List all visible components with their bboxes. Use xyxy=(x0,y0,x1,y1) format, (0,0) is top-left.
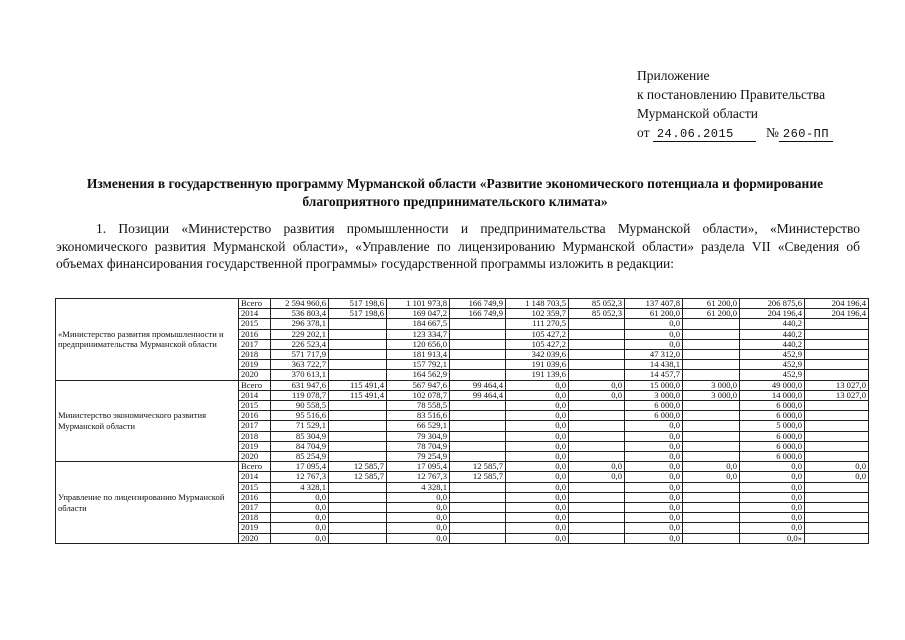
value-cell xyxy=(329,513,387,523)
value-cell: 0,0 xyxy=(506,523,569,533)
year-cell: 2015 xyxy=(239,401,271,411)
value-cell: 105 427,2 xyxy=(506,339,569,349)
value-cell xyxy=(329,339,387,349)
value-cell xyxy=(683,370,740,380)
value-cell xyxy=(569,350,625,360)
value-cell: 0,0 xyxy=(506,462,569,472)
value-cell: 0,0 xyxy=(625,523,683,533)
financing-table-body xyxy=(56,299,869,544)
organization-cell: «Министерство развития промышленности и предпринимательства Мурманской области xyxy=(56,299,239,381)
value-cell: 0,0 xyxy=(625,482,683,492)
value-cell: 99 464,4 xyxy=(450,390,506,400)
value-cell xyxy=(450,421,506,431)
value-cell: 115 491,4 xyxy=(329,380,387,390)
value-cell: 0,0 xyxy=(740,513,805,523)
value-cell xyxy=(329,370,387,380)
value-cell: 452,9 xyxy=(740,370,805,380)
year-cell: 2014 xyxy=(239,390,271,400)
value-cell: 204 196,4 xyxy=(740,309,805,319)
value-cell xyxy=(683,350,740,360)
value-cell xyxy=(329,401,387,411)
value-cell xyxy=(805,503,869,513)
value-cell xyxy=(329,360,387,370)
value-cell: 0,0 xyxy=(506,452,569,462)
value-cell xyxy=(329,503,387,513)
value-cell: 0,0 xyxy=(506,513,569,523)
value-cell: 2 594 960,6 xyxy=(271,299,329,309)
value-cell: 6 000,0 xyxy=(740,411,805,421)
value-cell xyxy=(569,401,625,411)
year-cell: 2016 xyxy=(239,411,271,421)
year-cell: Всего xyxy=(239,462,271,472)
value-cell xyxy=(450,329,506,339)
value-cell: 0,0 xyxy=(506,401,569,411)
decree-number: 260-ПП xyxy=(779,127,833,142)
value-cell: 191 039,6 xyxy=(506,360,569,370)
value-cell xyxy=(805,421,869,431)
value-cell: 0,0 xyxy=(569,380,625,390)
financing-table xyxy=(55,298,869,544)
value-cell xyxy=(569,329,625,339)
number-prefix: № xyxy=(765,125,779,140)
value-cell: 14 438,1 xyxy=(625,360,683,370)
value-cell: 0,0 xyxy=(506,492,569,502)
value-cell: 169 047,2 xyxy=(387,309,450,319)
year-cell: 2020 xyxy=(239,452,271,462)
intro-paragraph: 1. Позиции «Министерство развития промышленности и предпринимательства Мурманской области», «Министерство экономического развития Мурманской области», «Управление по лицензированию Мурманской области» раздела VII «Сведения об объемах финансирования государственной программы» государственной программы изложить в редакции: xyxy=(56,221,860,271)
value-cell xyxy=(329,411,387,421)
table-row xyxy=(56,462,869,472)
value-cell: 0,0 xyxy=(625,492,683,502)
year-cell: 2017 xyxy=(239,339,271,349)
value-cell xyxy=(683,329,740,339)
value-cell xyxy=(329,482,387,492)
value-cell: 440,2 xyxy=(740,329,805,339)
value-cell xyxy=(450,339,506,349)
value-cell: 0,0 xyxy=(683,472,740,482)
value-cell: 440,2 xyxy=(740,339,805,349)
value-cell xyxy=(805,452,869,462)
value-cell: 204 196,4 xyxy=(805,309,869,319)
value-cell: 123 334,7 xyxy=(387,329,450,339)
year-cell: 2015 xyxy=(239,482,271,492)
value-cell: 0,0 xyxy=(740,492,805,502)
year-cell: 2014 xyxy=(239,309,271,319)
value-cell: 157 792,1 xyxy=(387,360,450,370)
value-cell xyxy=(450,431,506,441)
value-cell: 0,0 xyxy=(506,431,569,441)
value-cell xyxy=(683,411,740,421)
value-cell: 0,0 xyxy=(506,390,569,400)
value-cell: 95 516,6 xyxy=(271,411,329,421)
value-cell xyxy=(569,513,625,523)
value-cell: 47 312,0 xyxy=(625,350,683,360)
value-cell: 61 200,0 xyxy=(683,309,740,319)
value-cell: 12 767,3 xyxy=(387,472,450,482)
year-cell: 2019 xyxy=(239,360,271,370)
value-cell: 6 000,0 xyxy=(740,431,805,441)
value-cell: 0,0 xyxy=(506,482,569,492)
value-cell: 296 378,1 xyxy=(271,319,329,329)
value-cell xyxy=(450,370,506,380)
value-cell: 137 407,8 xyxy=(625,299,683,309)
value-cell xyxy=(805,360,869,370)
value-cell xyxy=(805,319,869,329)
value-cell xyxy=(569,411,625,421)
value-cell: 12 585,7 xyxy=(450,472,506,482)
value-cell: 342 039,6 xyxy=(506,350,569,360)
value-cell: 0,0 xyxy=(740,462,805,472)
value-cell: 105 427,2 xyxy=(506,329,569,339)
value-cell: 0,0» xyxy=(740,533,805,543)
value-cell xyxy=(450,523,506,533)
value-cell: 370 613,1 xyxy=(271,370,329,380)
value-cell xyxy=(805,339,869,349)
value-cell: 0,0 xyxy=(625,533,683,543)
value-cell: 0,0 xyxy=(740,503,805,513)
organization-cell: Министерство экономического развития Мурманской области xyxy=(56,380,239,462)
value-cell xyxy=(805,401,869,411)
value-cell: 15 000,0 xyxy=(625,380,683,390)
value-cell: 0,0 xyxy=(506,533,569,543)
value-cell: 90 558,5 xyxy=(271,401,329,411)
value-cell xyxy=(329,523,387,533)
value-cell: 0,0 xyxy=(625,421,683,431)
value-cell: 0,0 xyxy=(506,380,569,390)
value-cell xyxy=(329,492,387,502)
value-cell: 0,0 xyxy=(506,441,569,451)
value-cell xyxy=(569,360,625,370)
value-cell: 0,0 xyxy=(683,462,740,472)
value-cell xyxy=(450,503,506,513)
year-cell: 2017 xyxy=(239,421,271,431)
year-cell: 2014 xyxy=(239,472,271,482)
value-cell: 226 523,4 xyxy=(271,339,329,349)
value-cell xyxy=(450,401,506,411)
value-cell: 6 000,0 xyxy=(625,401,683,411)
value-cell: 12 585,7 xyxy=(329,462,387,472)
value-cell xyxy=(805,411,869,421)
appendix-signature-line xyxy=(637,123,833,142)
organization-cell: Управление по лицензированию Мурманской области xyxy=(56,462,239,544)
year-cell: 2018 xyxy=(239,431,271,441)
value-cell xyxy=(805,441,869,451)
value-cell xyxy=(805,329,869,339)
value-cell: 78 558,5 xyxy=(387,401,450,411)
value-cell: 0,0 xyxy=(625,513,683,523)
value-cell: 517 198,6 xyxy=(329,309,387,319)
value-cell: 6 000,0 xyxy=(740,441,805,451)
value-cell: 102 078,7 xyxy=(387,390,450,400)
value-cell: 229 202,1 xyxy=(271,329,329,339)
value-cell xyxy=(450,360,506,370)
value-cell: 0,0 xyxy=(387,513,450,523)
value-cell: 0,0 xyxy=(625,339,683,349)
value-cell: 184 667,5 xyxy=(387,319,450,329)
decree-date: 24.06.2015 xyxy=(653,127,756,142)
value-cell: 3 000,0 xyxy=(625,390,683,400)
value-cell xyxy=(569,492,625,502)
year-cell: Всего xyxy=(239,380,271,390)
value-cell: 0,0 xyxy=(805,462,869,472)
value-cell: 6 000,0 xyxy=(740,452,805,462)
value-cell xyxy=(683,441,740,451)
value-cell xyxy=(329,319,387,329)
value-cell: 14 457,7 xyxy=(625,370,683,380)
value-cell: 0,0 xyxy=(506,503,569,513)
year-cell: 2016 xyxy=(239,329,271,339)
value-cell: 3 000,0 xyxy=(683,390,740,400)
value-cell: 83 516,6 xyxy=(387,411,450,421)
value-cell: 85 304,9 xyxy=(271,431,329,441)
year-cell: 2019 xyxy=(239,441,271,451)
value-cell xyxy=(805,482,869,492)
value-cell: 3 000,0 xyxy=(683,380,740,390)
value-cell xyxy=(683,503,740,513)
value-cell: 6 000,0 xyxy=(625,411,683,421)
year-cell: 2017 xyxy=(239,503,271,513)
value-cell xyxy=(683,431,740,441)
value-cell xyxy=(329,452,387,462)
value-cell: 631 947,6 xyxy=(271,380,329,390)
value-cell xyxy=(450,319,506,329)
value-cell: 0,0 xyxy=(625,503,683,513)
value-cell xyxy=(450,350,506,360)
value-cell xyxy=(683,482,740,492)
value-cell xyxy=(329,421,387,431)
value-cell: 0,0 xyxy=(271,523,329,533)
value-cell xyxy=(805,350,869,360)
value-cell xyxy=(683,523,740,533)
value-cell: 0,0 xyxy=(740,482,805,492)
value-cell: 12 767,3 xyxy=(271,472,329,482)
value-cell: 0,0 xyxy=(387,533,450,543)
value-cell: 1 101 973,8 xyxy=(387,299,450,309)
value-cell: 0,0 xyxy=(625,452,683,462)
value-cell: 0,0 xyxy=(569,462,625,472)
value-cell xyxy=(329,533,387,543)
value-cell: 571 717,9 xyxy=(271,350,329,360)
value-cell xyxy=(569,370,625,380)
value-cell: 181 913,4 xyxy=(387,350,450,360)
value-cell: 61 200,0 xyxy=(683,299,740,309)
value-cell: 206 875,6 xyxy=(740,299,805,309)
value-cell: 79 254,9 xyxy=(387,452,450,462)
value-cell: 17 095,4 xyxy=(387,462,450,472)
value-cell: 0,0 xyxy=(625,431,683,441)
value-cell xyxy=(569,503,625,513)
year-cell: 2018 xyxy=(239,513,271,523)
value-cell: 0,0 xyxy=(625,319,683,329)
value-cell: 452,9 xyxy=(740,350,805,360)
value-cell: 4 328,1 xyxy=(387,482,450,492)
value-cell: 12 585,7 xyxy=(329,472,387,482)
appendix-line-3: Мурманской области xyxy=(637,106,758,121)
value-cell: 166 749,9 xyxy=(450,299,506,309)
value-cell xyxy=(450,452,506,462)
value-cell: 0,0 xyxy=(625,462,683,472)
value-cell xyxy=(683,533,740,543)
value-cell xyxy=(450,533,506,543)
value-cell: 12 585,7 xyxy=(450,462,506,472)
value-cell: 363 722,7 xyxy=(271,360,329,370)
value-cell: 85 052,3 xyxy=(569,309,625,319)
value-cell xyxy=(569,482,625,492)
value-cell: 84 704,9 xyxy=(271,441,329,451)
value-cell: 0,0 xyxy=(569,472,625,482)
appendix-line-2: к постановлению Правительства xyxy=(637,87,826,102)
value-cell: 0,0 xyxy=(387,503,450,513)
value-cell: 440,2 xyxy=(740,319,805,329)
value-cell: 120 656,0 xyxy=(387,339,450,349)
value-cell xyxy=(569,431,625,441)
year-cell: 2018 xyxy=(239,350,271,360)
value-cell: 66 529,1 xyxy=(387,421,450,431)
value-cell: 204 196,4 xyxy=(805,299,869,309)
year-cell: 2016 xyxy=(239,492,271,502)
value-cell xyxy=(805,533,869,543)
appendix-header xyxy=(637,66,833,142)
value-cell: 517 198,6 xyxy=(329,299,387,309)
year-cell: 2015 xyxy=(239,319,271,329)
value-cell: 6 000,0 xyxy=(740,401,805,411)
value-cell xyxy=(683,513,740,523)
value-cell: 0,0 xyxy=(805,472,869,482)
value-cell: 452,9 xyxy=(740,360,805,370)
value-cell xyxy=(683,360,740,370)
value-cell: 0,0 xyxy=(625,472,683,482)
value-cell: 0,0 xyxy=(625,441,683,451)
value-cell xyxy=(569,319,625,329)
value-cell: 0,0 xyxy=(569,390,625,400)
value-cell xyxy=(450,482,506,492)
value-cell xyxy=(450,411,506,421)
value-cell xyxy=(329,431,387,441)
value-cell: 4 328,1 xyxy=(271,482,329,492)
value-cell: 79 304,9 xyxy=(387,431,450,441)
value-cell: 0,0 xyxy=(387,492,450,502)
document-title: Изменения в государственную программу Мурманской области «Развитие экономического потенциала и формирование благоприятного предпринимательского климата» xyxy=(86,176,824,209)
value-cell xyxy=(683,319,740,329)
value-cell: 49 000,0 xyxy=(740,380,805,390)
value-cell: 0,0 xyxy=(740,523,805,533)
value-cell: 71 529,1 xyxy=(271,421,329,431)
value-cell: 85 052,3 xyxy=(569,299,625,309)
value-cell: 0,0 xyxy=(506,421,569,431)
value-cell xyxy=(569,523,625,533)
value-cell xyxy=(805,513,869,523)
value-cell xyxy=(805,492,869,502)
value-cell xyxy=(569,421,625,431)
value-cell xyxy=(450,441,506,451)
value-cell: 0,0 xyxy=(506,472,569,482)
value-cell xyxy=(569,441,625,451)
value-cell xyxy=(329,441,387,451)
value-cell: 0,0 xyxy=(387,523,450,533)
value-cell: 13 027,0 xyxy=(805,390,869,400)
value-cell xyxy=(805,523,869,533)
value-cell: 99 464,4 xyxy=(450,380,506,390)
value-cell xyxy=(683,421,740,431)
value-cell xyxy=(683,401,740,411)
value-cell: 102 359,7 xyxy=(506,309,569,319)
value-cell xyxy=(569,533,625,543)
value-cell: 0,0 xyxy=(271,533,329,543)
value-cell: 111 270,5 xyxy=(506,319,569,329)
value-cell: 164 562,9 xyxy=(387,370,450,380)
year-cell: 2020 xyxy=(239,370,271,380)
value-cell: 0,0 xyxy=(271,492,329,502)
value-cell: 5 000,0 xyxy=(740,421,805,431)
value-cell xyxy=(805,431,869,441)
value-cell: 0,0 xyxy=(271,513,329,523)
value-cell: 119 078,7 xyxy=(271,390,329,400)
value-cell: 17 095,4 xyxy=(271,462,329,472)
value-cell xyxy=(683,492,740,502)
value-cell: 536 803,4 xyxy=(271,309,329,319)
value-cell: 115 491,4 xyxy=(329,390,387,400)
date-prefix: от xyxy=(637,125,650,140)
year-cell: 2020 xyxy=(239,533,271,543)
year-cell: 2019 xyxy=(239,523,271,533)
value-cell xyxy=(683,339,740,349)
value-cell xyxy=(683,452,740,462)
value-cell xyxy=(329,329,387,339)
year-cell: Всего xyxy=(239,299,271,309)
value-cell xyxy=(450,513,506,523)
table-row xyxy=(56,299,869,309)
value-cell xyxy=(569,452,625,462)
value-cell: 0,0 xyxy=(740,472,805,482)
value-cell: 0,0 xyxy=(625,329,683,339)
value-cell xyxy=(450,492,506,502)
value-cell: 0,0 xyxy=(506,411,569,421)
value-cell: 13 027,0 xyxy=(805,380,869,390)
value-cell: 567 947,6 xyxy=(387,380,450,390)
value-cell: 1 148 703,5 xyxy=(506,299,569,309)
value-cell xyxy=(805,370,869,380)
value-cell: 191 139,6 xyxy=(506,370,569,380)
value-cell: 85 254,9 xyxy=(271,452,329,462)
value-cell: 61 200,0 xyxy=(625,309,683,319)
value-cell xyxy=(569,339,625,349)
value-cell: 78 704,9 xyxy=(387,441,450,451)
appendix-line-1: Приложение xyxy=(637,68,710,83)
value-cell: 0,0 xyxy=(271,503,329,513)
value-cell xyxy=(329,350,387,360)
value-cell: 166 749,9 xyxy=(450,309,506,319)
table-row xyxy=(56,380,869,390)
value-cell: 14 000,0 xyxy=(740,390,805,400)
